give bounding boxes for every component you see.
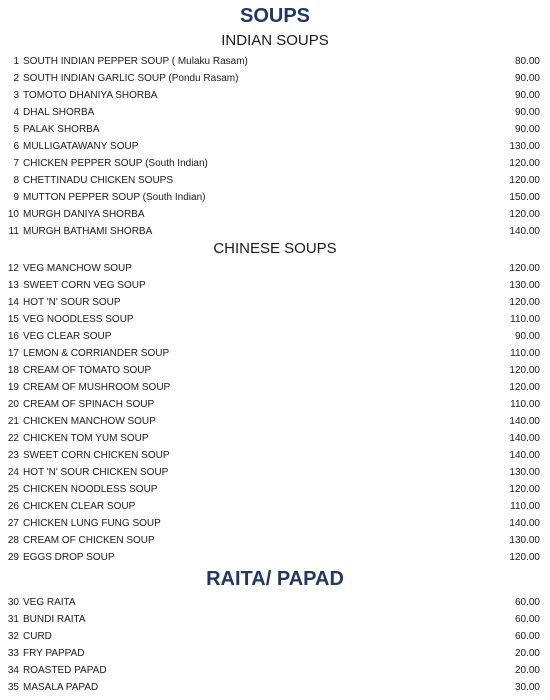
item-number: 29 [7, 552, 19, 563]
menu-item-row [0, 549, 550, 566]
item-number: 28 [7, 535, 19, 546]
item-number: 25 [7, 484, 19, 495]
soups-heading: SOUPS [239, 5, 311, 27]
item-price: 20.00 [514, 648, 540, 659]
item-name: HOT 'N' SOUR SOUP [23, 297, 121, 308]
item-number: 15 [7, 314, 19, 325]
item-number: 7 [13, 158, 19, 169]
item-name: HOT 'N' SOUR CHICKEN SOUP [23, 467, 169, 478]
menu-item-row [0, 481, 550, 498]
item-price: 60.00 [514, 631, 540, 642]
item-name: LEMON & CORRIANDER SOUP [23, 348, 170, 359]
menu-item-row [0, 464, 550, 481]
item-name: ROASTED PAPAD [23, 665, 107, 676]
item-number: 14 [7, 297, 19, 308]
item-name: VEG CLEAR SOUP [23, 331, 112, 342]
item-price: 150.00 [509, 192, 540, 203]
item-name: VEG RAITA [23, 597, 76, 608]
item-price: 130.00 [509, 280, 540, 291]
item-number: 31 [7, 614, 19, 625]
item-number: 17 [7, 348, 19, 359]
item-name: CREAM OF TOMATO SOUP [23, 365, 152, 376]
item-name: CHICKEN CLEAR SOUP [23, 501, 136, 512]
item-price: 20.00 [514, 665, 540, 676]
item-number: 30 [7, 597, 19, 608]
menu-item-row [0, 628, 550, 645]
item-price: 60.00 [514, 614, 540, 625]
item-name: BUNDI RAITA [23, 614, 86, 625]
item-number: 8 [13, 175, 19, 186]
menu-item-row [0, 138, 550, 155]
item-name: CHICKEN PEPPER SOUP (South Indian) [23, 158, 208, 169]
item-price: 140.00 [509, 518, 540, 529]
item-price: 120.00 [509, 382, 540, 393]
menu-item-row [0, 189, 550, 206]
item-number: 4 [13, 107, 19, 118]
menu-item-row [0, 104, 550, 121]
item-price: 120.00 [509, 158, 540, 169]
item-name: SWEET CORN VEG SOUP [23, 280, 146, 291]
menu-item-row [0, 121, 550, 138]
menu-item-row [0, 172, 550, 189]
item-price: 140.00 [509, 416, 540, 427]
item-price: 90.00 [514, 90, 540, 101]
item-name: CHICKEN LUNG FUNG SOUP [23, 518, 161, 529]
menu-item-row [0, 311, 550, 328]
item-name: VEG NOODLESS SOUP [23, 314, 134, 325]
menu-item-row [0, 362, 550, 379]
item-number: 27 [7, 518, 19, 529]
item-name: CURD [23, 631, 52, 642]
item-price: 90.00 [514, 107, 540, 118]
item-number: 13 [7, 280, 19, 291]
item-price: 120.00 [509, 263, 540, 274]
menu-item-row [0, 679, 550, 696]
item-number: 24 [7, 467, 19, 478]
item-number: 22 [7, 433, 19, 444]
indian-soups-heading: INDIAN SOUPS [221, 32, 329, 49]
menu-item-row [0, 532, 550, 549]
item-number: 10 [7, 209, 19, 220]
item-price: 120.00 [509, 175, 540, 186]
raita-papad-heading: RAITA/ PAPAD [206, 568, 344, 590]
item-price: 90.00 [514, 331, 540, 342]
item-name: CREAM OF MUSHROOM SOUP [23, 382, 171, 393]
menu-item-row [0, 87, 550, 104]
item-name: DHAL SHORBA [23, 107, 95, 118]
item-number: 11 [8, 226, 19, 237]
item-number: 21 [7, 416, 19, 427]
item-number: 32 [7, 631, 19, 642]
item-price: 120.00 [509, 365, 540, 376]
item-price: 120.00 [509, 297, 540, 308]
item-number: 23 [7, 450, 19, 461]
item-price: 110.00 [510, 348, 540, 359]
item-name: FRY PAPPAD [23, 648, 85, 659]
item-price: 60.00 [514, 597, 540, 608]
item-name: MURGH DANIYA SHORBA [23, 209, 145, 220]
item-name: CHICKEN MANCHOW SOUP [23, 416, 156, 427]
menu-item-row [0, 328, 550, 345]
item-name: CREAM OF SPINACH SOUP [23, 399, 155, 410]
item-price: 130.00 [509, 535, 540, 546]
item-number: 1 [13, 56, 19, 67]
menu-item-row [0, 611, 550, 628]
menu-item-row [0, 662, 550, 679]
item-name: SOUTH INDIAN PEPPER SOUP ( Mulaku Rasam) [23, 56, 248, 67]
menu-item-row [0, 277, 550, 294]
item-name: CHICKEN TOM YUM SOUP [23, 433, 149, 444]
menu-item-row [0, 413, 550, 430]
item-number: 33 [7, 648, 19, 659]
menu-item-row [0, 594, 550, 611]
menu-item-row [0, 645, 550, 662]
item-number: 34 [7, 665, 19, 676]
item-number: 12 [7, 263, 19, 274]
item-name: SOUTH INDIAN GARLIC SOUP (Pondu Rasam) [23, 73, 239, 84]
item-name: MASALA PAPAD [23, 682, 99, 693]
item-name: EGGS DROP SOUP [23, 552, 115, 563]
item-price: 140.00 [509, 450, 540, 461]
item-name: TOMOTO DHANIYA SHORBA [23, 90, 158, 101]
item-name: SWEET CORN CHICKEN SOUP [23, 450, 170, 461]
menu-item-row [0, 206, 550, 223]
menu-item-row [0, 379, 550, 396]
menu-item-row [0, 515, 550, 532]
item-number: 9 [13, 192, 19, 203]
item-price: 130.00 [509, 141, 540, 152]
menu-item-row [0, 260, 550, 277]
item-price: 130.00 [509, 467, 540, 478]
item-price: 110.00 [510, 314, 540, 325]
menu-item-row [0, 498, 550, 515]
menu-item-row [0, 345, 550, 362]
item-number: 16 [7, 331, 19, 342]
menu-item-row [0, 396, 550, 413]
item-price: 120.00 [509, 552, 540, 563]
item-name: PALAK SHORBA [23, 124, 100, 135]
item-name: CREAM OF CHICKEN SOUP [23, 535, 155, 546]
item-name: MULLIGATAWANY SOUP [23, 141, 139, 152]
item-name: MUTTON PEPPER SOUP (South Indian) [23, 192, 206, 203]
item-price: 120.00 [509, 209, 540, 220]
item-price: 140.00 [509, 226, 540, 237]
menu-item-row [0, 223, 550, 240]
item-number: 3 [13, 90, 19, 101]
menu-item-row [0, 53, 550, 70]
menu-item-row [0, 430, 550, 447]
menu-item-row [0, 294, 550, 311]
menu-item-row [0, 70, 550, 87]
menu-item-row [0, 447, 550, 464]
item-price: 90.00 [514, 73, 540, 84]
menu-item-row [0, 155, 550, 172]
item-name: MURGH BATHAMI SHORBA [23, 226, 153, 237]
item-name: CHICKEN NOODLESS SOUP [23, 484, 158, 495]
item-number: 18 [7, 365, 19, 376]
item-number: 35 [7, 682, 19, 693]
item-price: 120.00 [509, 484, 540, 495]
item-number: 26 [7, 501, 19, 512]
item-number: 6 [13, 141, 19, 152]
item-price: 80.00 [514, 56, 540, 67]
item-price: 90.00 [514, 124, 540, 135]
item-name: VEG MANCHOW SOUP [23, 263, 132, 274]
item-name: CHETTINADU CHICKEN SOUPS [23, 175, 174, 186]
item-number: 5 [13, 124, 19, 135]
item-number: 20 [7, 399, 19, 410]
item-price: 30.00 [514, 682, 540, 693]
item-number: 2 [13, 73, 19, 84]
item-price: 110.00 [510, 399, 540, 410]
chinese-soups-heading: CHINESE SOUPS [213, 240, 337, 257]
item-price: 140.00 [509, 433, 540, 444]
item-price: 110.00 [510, 501, 540, 512]
item-number: 19 [7, 382, 19, 393]
